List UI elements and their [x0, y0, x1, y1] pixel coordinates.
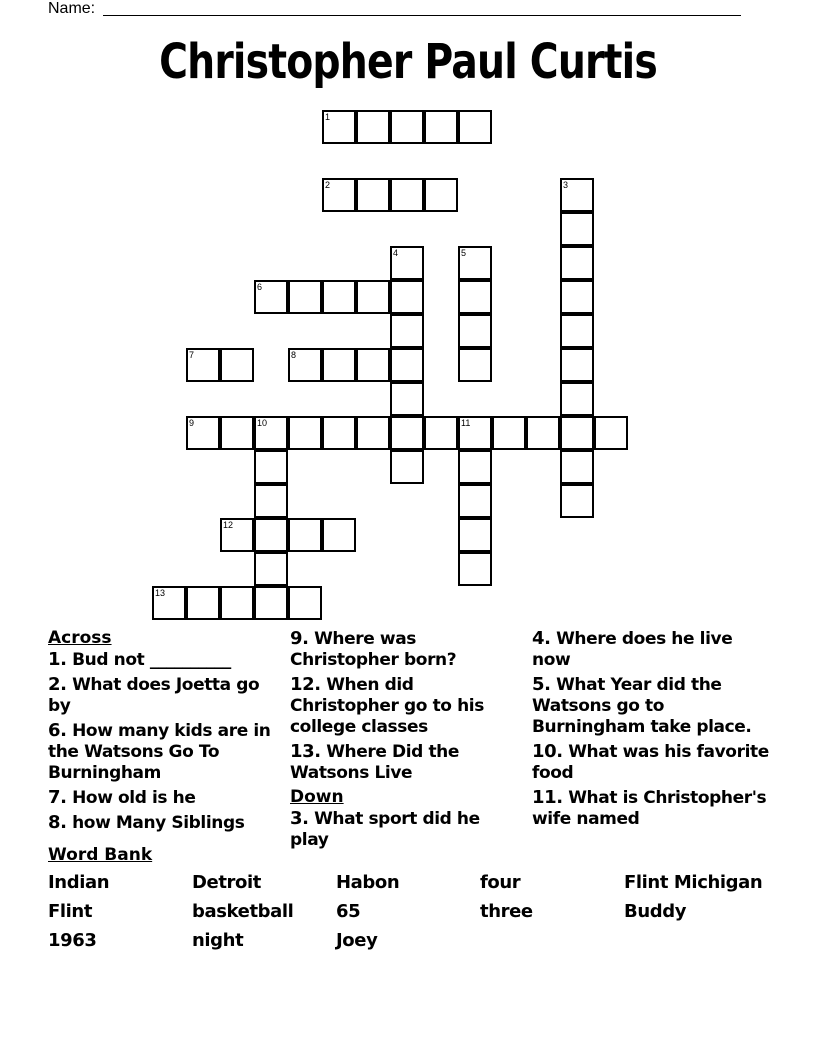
across-header: Across [48, 628, 112, 648]
grid-cell[interactable] [390, 450, 424, 484]
grid-cell[interactable] [560, 314, 594, 348]
clue-item [532, 628, 772, 671]
word-bank-item: night [192, 930, 244, 951]
word-bank-item: four [480, 872, 521, 893]
clue-item [290, 741, 520, 784]
grid-cell[interactable] [322, 416, 356, 450]
grid-cell-5[interactable] [458, 246, 492, 280]
clue-number: 13 [155, 588, 166, 598]
clue-item [290, 808, 520, 851]
grid-cell-2[interactable] [322, 178, 356, 212]
grid-cell-10[interactable] [254, 416, 288, 450]
grid-cell[interactable] [220, 348, 254, 382]
clue-item [48, 787, 278, 809]
clue-number: 12 [223, 520, 234, 530]
grid-cell[interactable] [322, 518, 356, 552]
grid-cell[interactable] [254, 450, 288, 484]
grid-cell[interactable] [458, 484, 492, 518]
grid-cell-13[interactable] [152, 586, 186, 620]
clue-text: What was his favorite food [532, 742, 769, 783]
grid-cell[interactable] [322, 348, 356, 382]
word-bank-item: Flint [48, 901, 93, 922]
grid-cell[interactable] [560, 212, 594, 246]
word-bank-item: Buddy [624, 901, 687, 922]
grid-cell[interactable] [390, 314, 424, 348]
grid-cell[interactable] [288, 586, 322, 620]
grid-cell[interactable] [560, 450, 594, 484]
word-bank-item: Habon [336, 872, 400, 893]
grid-cell[interactable] [492, 416, 526, 450]
clue-item [532, 741, 772, 784]
grid-cell[interactable] [254, 484, 288, 518]
grid-cell-11[interactable] [458, 416, 492, 450]
clue-number: 7 [189, 350, 195, 360]
clue-number-label: 8. [48, 812, 67, 833]
grid-cell-9[interactable] [186, 416, 220, 450]
grid-cell[interactable] [458, 110, 492, 144]
clue-text: What Year did the Watsons go to Burningham take place. [532, 675, 752, 737]
clue-number: 1 [325, 112, 331, 122]
clue-item [48, 812, 278, 834]
word-bank-header: Word Bank [48, 845, 153, 865]
clue-number-label: 12. [290, 674, 321, 695]
clue-number: 6 [257, 282, 263, 292]
clue-item [48, 649, 278, 671]
grid-cell[interactable] [220, 586, 254, 620]
grid-cell[interactable] [560, 416, 594, 450]
clue-number-label: 7. [48, 787, 67, 808]
grid-cell-8[interactable] [288, 348, 322, 382]
clue-text: Where does he live now [532, 629, 733, 670]
grid-cell[interactable] [254, 552, 288, 586]
word-bank-item: Indian [48, 872, 110, 893]
grid-cell[interactable] [356, 348, 390, 382]
clue-number-label: 9. [290, 628, 309, 649]
word-bank-item: 65 [336, 901, 361, 922]
grid-cell[interactable] [288, 518, 322, 552]
grid-cell-4[interactable] [390, 246, 424, 280]
clue-number-label: 3. [290, 808, 309, 829]
clue-number: 8 [291, 350, 297, 360]
clue-text: How old is he [66, 788, 196, 808]
grid-cell[interactable] [288, 416, 322, 450]
clue-text: What does Joetta go by [48, 675, 260, 716]
clues-column-2 [290, 628, 520, 854]
clue-number-label: 1. [48, 649, 67, 670]
grid-cell-3[interactable] [560, 178, 594, 212]
clue-number: 10 [257, 418, 268, 428]
grid-cell[interactable] [390, 382, 424, 416]
grid-cell[interactable] [424, 110, 458, 144]
clue-number: 11 [461, 418, 471, 428]
clue-text: What is Christopher's wife named [532, 788, 767, 829]
clue-number-label: 10. [532, 741, 563, 762]
clue-item [290, 674, 520, 738]
grid-cell[interactable] [560, 348, 594, 382]
grid-cell[interactable] [356, 280, 390, 314]
grid-cell-1[interactable] [322, 110, 356, 144]
clue-number: 5 [461, 248, 467, 258]
clue-number-label: 13. [290, 741, 321, 762]
clue-number-label: 5. [532, 674, 551, 695]
grid-cell[interactable] [560, 382, 594, 416]
grid-cell[interactable] [526, 416, 560, 450]
word-bank-item: Joey [336, 930, 378, 951]
grid-cell[interactable] [356, 178, 390, 212]
grid-cell[interactable] [390, 178, 424, 212]
grid-cell[interactable] [390, 416, 424, 450]
grid-cell[interactable] [186, 586, 220, 620]
grid-cell[interactable] [254, 518, 288, 552]
word-bank-item: Detroit [192, 872, 261, 893]
clues-column-1 [48, 628, 278, 837]
grid-cell[interactable] [458, 280, 492, 314]
grid-cell[interactable] [254, 586, 288, 620]
clue-item [532, 674, 772, 738]
grid-cell[interactable] [424, 178, 458, 212]
grid-cell-6[interactable] [254, 280, 288, 314]
grid-cell[interactable] [356, 110, 390, 144]
grid-cell[interactable] [560, 484, 594, 518]
grid-cell[interactable] [424, 416, 458, 450]
grid-cell[interactable] [220, 416, 254, 450]
name-label: Name: [48, 0, 96, 17]
clue-number: 9 [189, 418, 195, 428]
clue-number: 2 [325, 180, 331, 190]
word-bank-item: three [480, 901, 533, 922]
grid-cell[interactable] [560, 280, 594, 314]
word-bank-item: Flint Michigan [624, 872, 763, 893]
down-header: Down [290, 787, 344, 807]
grid-cell[interactable] [560, 246, 594, 280]
page-title: Christopher Paul Curtis [159, 34, 657, 90]
grid-cell[interactable] [390, 348, 424, 382]
grid-cell[interactable] [288, 280, 322, 314]
clue-text: how Many Siblings [66, 813, 245, 833]
clue-number-label: 4. [532, 628, 551, 649]
word-bank-item: 1963 [48, 930, 97, 951]
grid-cell[interactable] [458, 518, 492, 552]
clue-number-label: 6. [48, 720, 67, 741]
clue-item [290, 628, 520, 671]
grid-cell[interactable] [356, 416, 390, 450]
grid-cell-12[interactable] [220, 518, 254, 552]
clues-column-3 [532, 628, 772, 833]
grid-cell[interactable] [458, 314, 492, 348]
clue-item [48, 674, 278, 717]
clue-text: Where was Christopher born? [290, 629, 457, 670]
clue-text: What sport did he play [290, 809, 480, 850]
clue-number: 4 [393, 248, 399, 258]
grid-cell-7[interactable] [186, 348, 220, 382]
clue-number-label: 2. [48, 674, 67, 695]
clue-text: How many kids are in the Watsons Go To Burningham [48, 721, 271, 783]
grid-cell[interactable] [390, 110, 424, 144]
clue-item [48, 720, 278, 784]
clue-text: Where Did the Watsons Live [290, 742, 460, 783]
clue-text: When did Christopher go to his college classes [290, 675, 484, 737]
clue-text: Bud not __________ [66, 650, 231, 670]
grid-cell[interactable] [390, 280, 424, 314]
grid-cell[interactable] [458, 450, 492, 484]
grid-cell[interactable] [322, 280, 356, 314]
grid-cell[interactable] [458, 348, 492, 382]
clue-number-label: 11. [532, 787, 563, 808]
word-bank-item: basketball [192, 901, 294, 922]
grid-cell[interactable] [458, 552, 492, 586]
clue-item [532, 787, 772, 830]
clue-number: 3 [563, 180, 569, 190]
grid-cell[interactable] [594, 416, 628, 450]
